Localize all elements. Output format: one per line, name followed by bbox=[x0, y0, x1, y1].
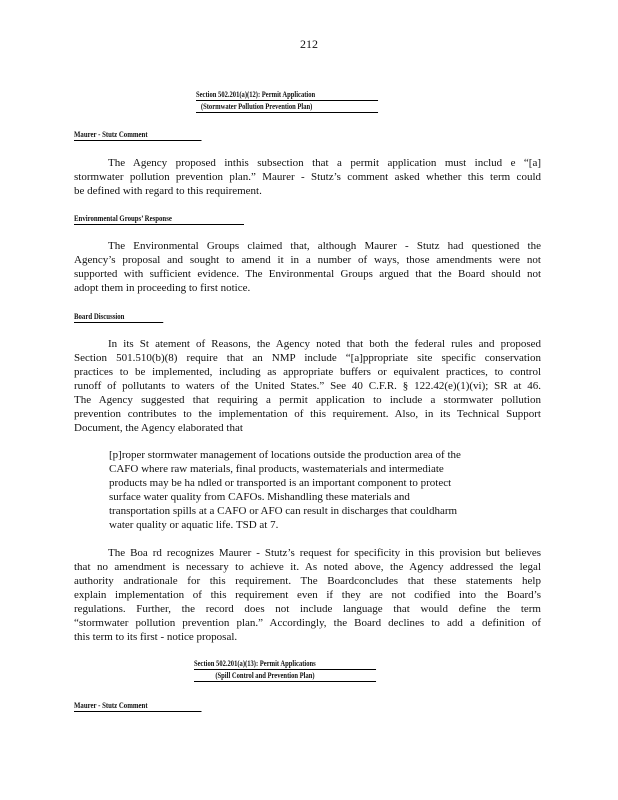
text-line: In its St atement of Reasons, the Agency noted that both the federal rules and proposed bbox=[108, 338, 541, 350]
section-heading-line: (Spill Control and Prevention Plan) bbox=[194, 670, 376, 682]
text-line: The Agency proposed inthis subsection that a permit application must includ e “[a] bbox=[108, 157, 541, 169]
text-line: practices to be implemented, including as appropriate buffers or equivalent practices, to control bbox=[74, 366, 541, 378]
text-line: this term to its first - notice proposal. bbox=[74, 631, 238, 643]
quote-line: water quality or aquatic life. TSD at 7. bbox=[109, 519, 279, 531]
text-line: adopt them in proceeding to first notice. bbox=[74, 282, 251, 294]
quote-line: surface water quality from CAFOs. Mishandling these materials and bbox=[109, 491, 410, 503]
text-line: regulations. Further, the record does not include language that would define the term bbox=[74, 603, 541, 615]
heading-maurer-stutz-comment: Maurer - Stutz Comment bbox=[74, 700, 202, 712]
text-line: Section 501.510(b)(8) require that an NMP include “[a]ppropriate site specific conservation bbox=[74, 352, 541, 364]
paragraph-environmental-groups bbox=[74, 239, 541, 295]
text-line: runoff of pollutants to waters of the United States.” See 40 C.F.R. § 122.42(e)(1)(vi); SR at 46. bbox=[74, 380, 541, 392]
heading-maurer-stutz-comment: Maurer - Stutz Comment bbox=[74, 129, 202, 141]
text-line: stormwater pollution prevention plan.” Maurer - Stutz’s comment asked whether this term could bbox=[74, 171, 541, 183]
text-line: that no amendment is necessary to achieve it. As noted above, the Agency addressed the legal bbox=[74, 561, 541, 573]
text-line: “stormwater pollution prevention plan.” Accordingly, the Board declines to add a definition of bbox=[74, 617, 541, 629]
text-line: prevention contributes to the implementation of this requirement. Also, in its Technical Support bbox=[74, 408, 541, 420]
text-line: authority andrationale for this requirement. The Boardconcludes that these statements help bbox=[74, 575, 541, 587]
quote-line: [p]roper stormwater management of locations outside the production area of the bbox=[109, 449, 461, 461]
text-line: supported with sufficient evidence. The Environmental Groups argued that the Board should not bbox=[74, 268, 541, 280]
section-heading-12 bbox=[196, 89, 378, 113]
section-heading-line: Section 502.201(a)(12): Permit Application bbox=[196, 89, 378, 101]
text-line: Agency’s proposal and sought to amend it in a number of ways, those amendments were not bbox=[74, 254, 541, 266]
text-line: The Boa rd recognizes Maurer - Stutz’s request for specificity in this provision but believes bbox=[108, 547, 541, 559]
paragraph-board-recognizes bbox=[74, 546, 541, 644]
text-line: The Agency suggested that requiring a permit application to include a stormwater pollution bbox=[74, 394, 541, 406]
quote-line: products may be ha ndled or transported is an important component to protect bbox=[109, 477, 452, 489]
section-heading-13 bbox=[194, 658, 376, 682]
page-number: 212 bbox=[300, 37, 318, 51]
paragraph-agency-proposal bbox=[74, 156, 541, 198]
paragraph-statement-of-reasons bbox=[74, 337, 541, 435]
text-line: Document, the Agency elaborated that bbox=[74, 422, 243, 434]
text-line: be defined with regard to this requirement. bbox=[74, 185, 262, 197]
block-quote-tsd bbox=[109, 448, 504, 532]
section-heading-line: Section 502.201(a)(13): Permit Applications bbox=[194, 658, 376, 670]
quote-line: transportation spills at a CAFO or AFO can result in discharges that couldharm bbox=[109, 505, 458, 517]
heading-board-discussion: Board Discussion bbox=[74, 311, 163, 323]
heading-environmental-groups-response: Environmental Groups’ Response bbox=[74, 213, 244, 225]
text-line: explain implementation of this requirement even if they are not codified into the Board’s bbox=[74, 589, 541, 601]
section-heading-line: (Stormwater Pollution Prevention Plan) bbox=[196, 101, 378, 113]
text-line: The Environmental Groups claimed that, although Maurer - Stutz had questioned the bbox=[108, 240, 541, 252]
quote-line: CAFO where raw materials, final products, wastematerials and intermediate bbox=[109, 463, 444, 475]
